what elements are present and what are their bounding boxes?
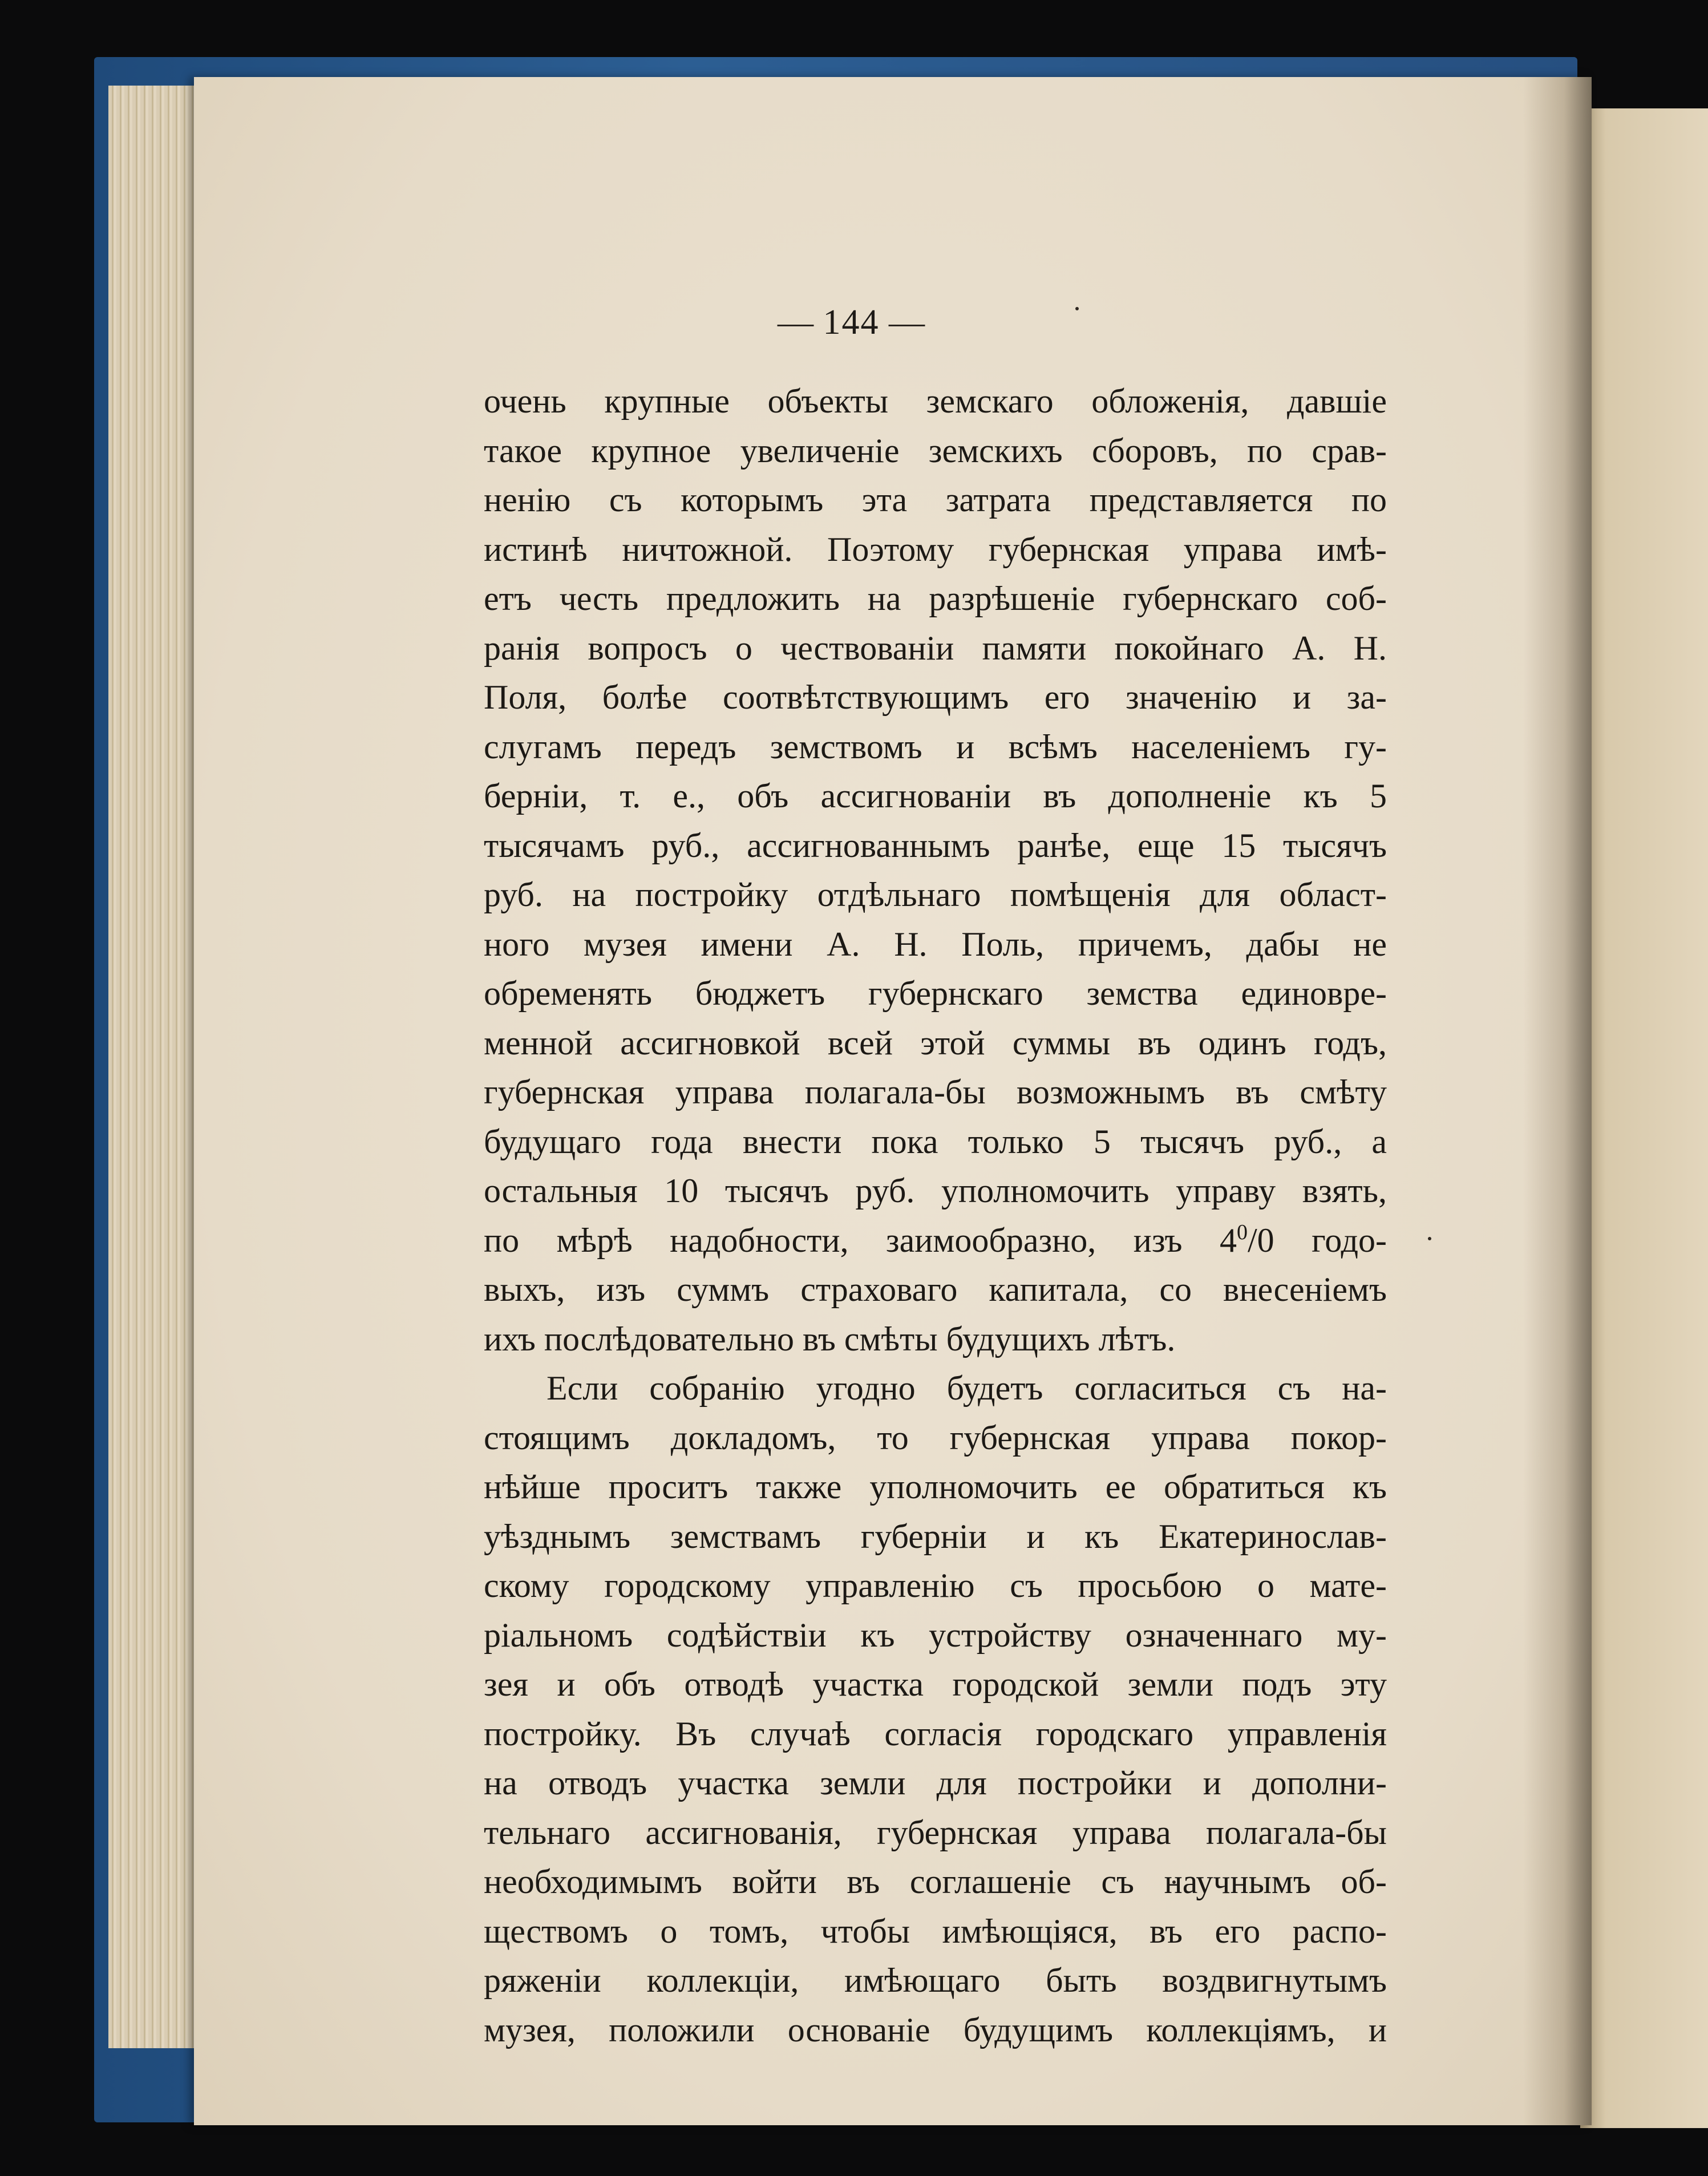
text-line: необходимымъ войти въ соглашеніе съ научнымъ об- bbox=[484, 1863, 1387, 1900]
facing-page-edge bbox=[1580, 108, 1708, 2128]
text-line: ріальномъ содѣйствіи къ устройству означеннаго му- bbox=[484, 1616, 1387, 1654]
text-line: менной ассигновкой всей этой суммы въ одинъ годъ, bbox=[484, 1024, 1387, 1062]
text-line: очень крупные объекты земскаго обложенія, давшіе bbox=[484, 382, 1387, 420]
text-line: ного музея имени А. Н. Поль, причемъ, дабы не bbox=[484, 925, 1387, 963]
text-line: ихъ послѣдовательно въ смѣты будущихъ лѣтъ. bbox=[484, 1320, 1176, 1358]
text-line: скому городскому управленію съ просьбою о мате- bbox=[484, 1567, 1387, 1604]
page-number-dash-left bbox=[778, 325, 814, 326]
print-speck bbox=[1075, 307, 1079, 310]
page-gutter-shadow bbox=[1523, 77, 1592, 2125]
text-line: уѣзднымъ земствамъ губерніи и къ Екатеринослав- bbox=[484, 1517, 1387, 1555]
text-line: ранія вопросъ о чествованіи памяти покойнаго А. Н. bbox=[484, 629, 1387, 667]
text-line: тельнаго ассигнованія, губернская управа полагала-бы bbox=[484, 1813, 1387, 1851]
text-line: постройку. Въ случаѣ согласія городскаго управленія bbox=[484, 1714, 1387, 1753]
text-line: тысячамъ руб., ассигнованнымъ ранѣе, еще 15 тысячъ bbox=[484, 826, 1387, 864]
text-line: зея и объ отводѣ участка городской земли подъ эту bbox=[484, 1665, 1387, 1703]
text-line: Поля, болѣе соотвѣтствующимъ его значенію и за- bbox=[484, 678, 1387, 716]
text-line: етъ честь предложить на разрѣшеніе губернскаго соб- bbox=[484, 580, 1387, 617]
text-line: остальныя 10 тысячъ руб. уполномочить управу взять, bbox=[484, 1172, 1387, 1210]
text-line: губернская управа полагала-бы возможнымъ въ смѣту bbox=[484, 1073, 1387, 1111]
page-number-dash-right bbox=[889, 325, 925, 326]
text-line: Если собранію угодно будетъ согласиться съ на- bbox=[547, 1369, 1387, 1407]
text-line: слугамъ передъ земствомъ и всѣмъ населеніемъ гу- bbox=[484, 727, 1387, 766]
text-line: ряженіи коллекціи, имѣющаго быть воздвигнутымъ bbox=[484, 1961, 1387, 1999]
text-line-with-percent bbox=[484, 1216, 1387, 1265]
text-line: руб. на постройку отдѣльнаго помѣщенія для област- bbox=[484, 876, 1387, 913]
text-line: обременять бюджетъ губернскаго земства единовре- bbox=[484, 974, 1387, 1012]
text-line: выхъ, изъ суммъ страховаго капитала, со внесеніемъ bbox=[484, 1271, 1387, 1308]
text-line: нѣйше проситъ также уполномочить ее обратиться къ bbox=[484, 1468, 1387, 1506]
text-line: такое крупное увеличеніе земскихъ сборовъ, по срав- bbox=[484, 431, 1387, 470]
text-line-head: по мѣрѣ надобности, заимообразно, изъ 4 bbox=[484, 1221, 1237, 1259]
page-number bbox=[768, 302, 934, 343]
percent-superscript: 0 bbox=[1236, 1220, 1248, 1244]
text-line: истинѣ ничтожной. Поэтому губернская управа имѣ- bbox=[484, 530, 1387, 568]
text-line: на отводъ участка земли для постройки и дополни- bbox=[484, 1764, 1387, 1802]
page-number-value: 144 bbox=[823, 303, 880, 342]
body-text bbox=[484, 377, 1387, 2054]
text-line: берніи, т. е., объ ассигнованіи въ дополненіе къ 5 bbox=[484, 777, 1387, 815]
text-line: стоящимъ докладомъ, то губернская управа покор- bbox=[484, 1418, 1387, 1457]
text-line: будущаго года внести пока только 5 тысячъ руб., а bbox=[484, 1122, 1387, 1160]
text-line-tail: /0 годо- bbox=[1247, 1221, 1387, 1259]
text-line: ненію съ которымъ эта затрата представляется по bbox=[484, 481, 1387, 519]
print-speck bbox=[1428, 1237, 1431, 1240]
text-line: музея, положили основаніе будущимъ коллекціямъ, и bbox=[484, 2011, 1387, 2049]
text-line: ществомъ о томъ, чтобы имѣющіяся, въ его распо- bbox=[484, 1912, 1387, 1950]
